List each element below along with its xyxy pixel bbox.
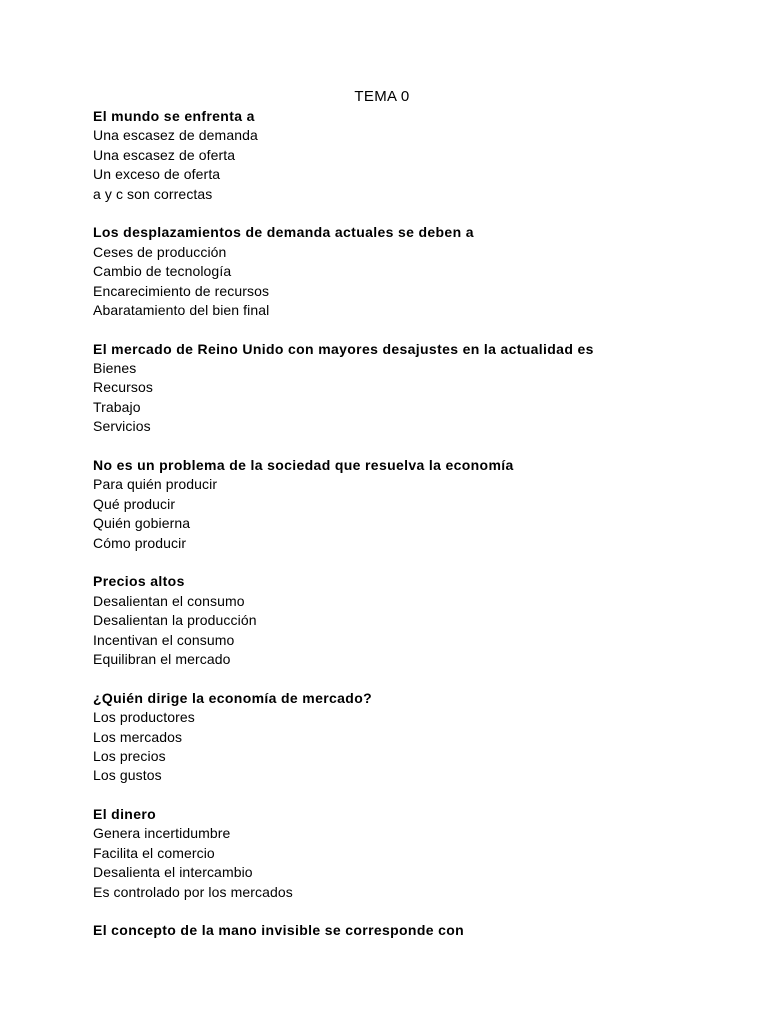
question-block <box>93 223 733 320</box>
answer-option: Servicios <box>93 418 151 435</box>
question-block <box>93 921 733 940</box>
answer-option: Desalientan el consumo <box>93 592 245 609</box>
question-text: El concepto de la mano invisible se corresponde con <box>93 922 465 939</box>
answer-option: Abaratamiento del bien final <box>93 301 270 318</box>
question-block <box>93 572 733 669</box>
question-text: Precios altos <box>93 573 185 590</box>
answer-option: Quién gobierna <box>93 515 191 532</box>
answer-option: Una escasez de oferta <box>93 146 236 163</box>
question-text: ¿Quién dirige la economía de mercado? <box>93 689 373 706</box>
answer-list <box>93 824 733 902</box>
answer-option: Incentivan el consumo <box>93 631 235 648</box>
answer-list <box>93 708 733 786</box>
answer-option: Facilita el comercio <box>93 844 215 861</box>
question-block <box>93 456 733 553</box>
answer-option: Para quién producir <box>93 476 218 493</box>
answer-option: Cómo producir <box>93 534 187 551</box>
question-text: Los desplazamientos de demanda actuales se deben a <box>93 224 474 241</box>
page-title: TEMA 0 <box>354 88 410 105</box>
answer-option: Recursos <box>93 379 153 396</box>
answer-list <box>93 243 733 321</box>
answer-option: Bienes <box>93 360 137 377</box>
question-block <box>93 107 733 204</box>
answer-option: Los gustos <box>93 767 162 784</box>
answer-option: Desalientan la producción <box>93 612 257 629</box>
answer-option: Qué producir <box>93 495 176 512</box>
answer-option: Los productores <box>93 709 195 726</box>
answer-option: Ceses de producción <box>93 243 227 260</box>
answer-option: Trabajo <box>93 398 141 415</box>
answer-option: Desalienta el intercambio <box>93 864 253 881</box>
answer-option: Es controlado por los mercados <box>93 883 293 900</box>
answer-option: Una escasez de demanda <box>93 127 258 144</box>
answer-list <box>93 126 733 204</box>
answer-option: Un exceso de oferta <box>93 166 221 183</box>
question-text: El mundo se enfrenta a <box>93 108 255 124</box>
question-block <box>93 340 733 437</box>
answer-option: Los mercados <box>93 728 183 745</box>
question-text: El mercado de Reino Unido con mayores desajustes en la actualidad es <box>93 340 594 357</box>
answer-option: Encarecimiento de recursos <box>93 282 270 299</box>
answer-option: Genera incertidumbre <box>93 825 231 842</box>
answer-list <box>93 475 733 553</box>
answer-option: Equilibran el mercado <box>93 650 231 667</box>
answer-option: a y c son correctas <box>93 185 213 202</box>
question-block <box>93 689 733 786</box>
question-text: El dinero <box>93 806 157 823</box>
question-list <box>93 107 733 960</box>
answer-list <box>93 592 733 670</box>
question-text: No es un problema de la sociedad que resuelva la economía <box>93 457 514 474</box>
answer-option: Los precios <box>93 747 166 764</box>
question-block <box>93 805 733 902</box>
answer-option: Cambio de tecnología <box>93 263 232 280</box>
answer-list <box>93 359 733 437</box>
